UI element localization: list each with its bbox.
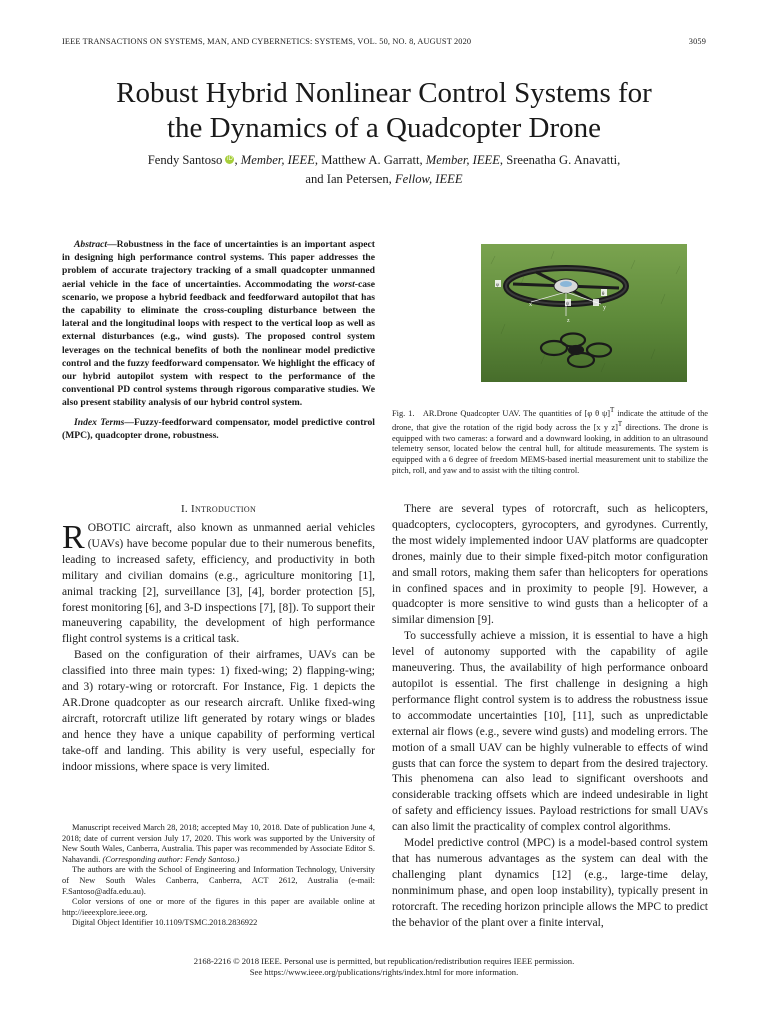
journal-running-title: IEEE TRANSACTIONS ON SYSTEMS, MAN, AND CYBERNETICS: SYSTEMS, VOL. 50, NO. 8, AUGUST 2020	[62, 37, 472, 46]
section-number: I.	[180, 503, 188, 515]
index-terms-label: Index Terms	[74, 416, 125, 428]
axis-label-z: z	[567, 318, 570, 324]
angle-phi-label: φ	[496, 283, 499, 288]
abstract	[62, 238, 375, 448]
abstract-text-1: —Robustness in the face of uncertainties is an important aspect in designing high performance control systems. This paper addresses the problem of accurate trajectory tracking of a small quadcopter unmanned aerial vehicle in the face of uncertainties. Accommodating the	[62, 239, 375, 290]
author-2-role: Member, IEEE	[425, 153, 500, 167]
footnote-manuscript-text: Manuscript received March 28, 2018; accepted May 10, 2018. Date of publication June 4, 2018; date of current version July 17, 2020. This work was supported by the University of New South Wales, Canberra, Australia. This paper was recommended by Associate Editor S. Nahavandi.	[62, 823, 375, 864]
author-2-name: Matthew A. Garratt	[321, 153, 420, 167]
title-line-1: Robust Hybrid Nonlinear Control Systems for	[116, 77, 652, 109]
angle-psi-label: ψ	[566, 302, 570, 307]
figure-1-image	[481, 244, 687, 382]
copyright-line-2: See https://www.ieee.org/publications/rights/index.html for more information.	[249, 967, 519, 977]
section-title: Introduction	[191, 503, 257, 515]
abstract-paragraph	[62, 238, 375, 410]
caption-superscript-1: T	[610, 406, 615, 414]
caption-part-b: indicate the attitude of the drone, that give the rotation of the rigid body across the [x y z]	[392, 408, 708, 433]
caption-part-a: AR.Drone Quadcopter UAV. The quantities of [φ θ ψ]	[422, 408, 611, 418]
abstract-label: Abstract	[74, 239, 108, 250]
intro-paragraph-2: Based on the configuration of their airframes, UAVs can be classified into three main types: 1) fixed-wing; 2) flapping-wing; and 3) rotary-wing or rotorcraft. For Instance, Fig. 1 depicts the AR.Drone quadcopter as our research aircraft. Unlike fixed-wing aircraft, rotorcraft utilize lift generated by rotary wings or blades and hence they have a unique capability of performing vertical take-off and landing. This ability is very useful, especially for indoor missions, where space is very limited.	[62, 649, 375, 773]
footnote-doi: Digital Object Identifier 10.1109/TSMC.2018.2836922	[72, 918, 258, 928]
footnote-corresponding: (Corresponding author: Fendy Santoso.)	[102, 854, 240, 864]
right-paragraph-2: To successfully achieve a mission, it is essential to have a high level of autonomy supported with the capability of agile maneuvering. Thus, the availability of high performance onboard autopilot is essential. The first challenge in designing a high performance flight control system is to address the robustness issue to accommodate uncertainties [10], [11], such as unpredictable external air flows (e.g., severe wind gusts) and modeling errors. The motion of a small UAV can be highly vulnerable to effects of wind gusts that can force the system to depart from the desired trajectory. This phenomena can also lead to significant overshoots and considerable tracking offsets which are indeed undesirable in light of safety and efficiency issues. Payload restrictions for small UAVs can also limit the practicality of complex control algorithms.	[392, 630, 708, 834]
author-3-name: Sreenatha G. Anavatti	[506, 153, 618, 167]
author-line-1: Fendy Santoso iD , Member, IEEE, Matthew A. Garratt, Member, IEEE, Sreenatha G. Anavatti,	[147, 153, 621, 167]
caption-superscript-2: T	[617, 420, 623, 429]
footnote-manuscript	[62, 823, 375, 865]
section-heading	[62, 503, 375, 515]
figure-1-caption	[392, 405, 708, 476]
footnote-affiliation: The authors are with the School of Engineering and Information Technology, University of New South Wales Canberra, Canberra, ACT 2612, Australia (e-mail: F.Santoso@adfa.edu.au).	[62, 865, 375, 896]
orcid-icon[interactable]: iD	[227, 156, 233, 162]
right-paragraph-1: There are several types of rotorcraft, such as helicopters, quadcopters, cyclocopters, gyrocopters, and gyrodynes. Currently, the most widely implemented indoor UAV platforms are quadcopter drones, mainly due to their simple fixed-pitch motor configuration and small rotors, making them safer than helicopters for operations in confined spaces and in proximity to people [9]. However, a quadcopter is more sensitive to wind gusts than a helicopter of a similar dimension [9].	[392, 503, 708, 627]
author-line-2: and Ian Petersen, Fellow, IEEE	[305, 172, 463, 186]
copyright-line-1: 2168-2216 © 2018 IEEE. Personal use is permitted, but republication/redistribution requires IEEE permission.	[193, 956, 575, 966]
index-terms-text: —Fuzzy-feedforward compensator, model predictive control (MPC), quadcopter drone, robustness.	[62, 416, 375, 441]
abstract-emphasis: worst	[333, 278, 355, 290]
footnote-color: Color versions of one or more of the figures in this paper are available online at http://ieeexplore.ieee.org.	[62, 897, 375, 917]
caption-text	[392, 405, 708, 476]
right-column-text	[392, 502, 708, 931]
intro-paragraph-1	[62, 521, 375, 648]
title-line-2: the Dynamics of a Quadcopter Drone	[166, 112, 602, 144]
running-head	[62, 37, 706, 46]
drone-photo	[481, 244, 687, 382]
copyright-notice	[62, 956, 706, 978]
angle-theta-label: θ	[602, 292, 605, 297]
drop-cap: R	[62, 519, 85, 556]
author-4-role: Fellow, IEEE	[394, 172, 463, 186]
author-1-role: Member, IEEE	[240, 153, 315, 167]
author-1-name: Fendy Santoso	[147, 153, 223, 167]
introduction-text	[62, 521, 375, 776]
caption-label: Fig. 1.	[392, 408, 415, 418]
axis-label-x: x	[529, 302, 532, 308]
author-list	[70, 151, 698, 189]
first-page-footnote	[62, 823, 375, 929]
author-4-name: and Ian Petersen	[305, 172, 389, 186]
abstract-text-2: -case scenario, we propose a hybrid feedback and feedforward autopilot that has the capability to eliminate the cross-coupling disturbance between the lateral and the longitudinal loops with respect to the vertical loop as well as external disturbances (e.g., wind gusts). The proposed control system leverages on the technical benefits of both the nonlinear model predictive control and the fuzzy feedforward compensator. We highlight the efficacy of our hybrid autopilot system with respect to the performance of the conventional PD control systems through rigorous comparative studies. We also present stability analysis of our hybrid control system.	[62, 278, 375, 409]
paper-title	[40, 76, 728, 146]
intro-lead-word: OBOTIC	[87, 522, 131, 534]
grass-background	[481, 244, 687, 382]
intro-paragraph-1-text: aircraft, also known as unmanned aerial vehicles (UAVs) have become popular due to their numerous benefits, leading to increased safety, efficiency, and productivity in both military and civilian domains (e.g., agriculture monitoring [1], animal tracking [2], surveillance [3], [4], border protection [5], forest monitoring [6], and 3-D inspections [7], [8]). To support their maneuvering capability, the development of high performance flight control systems is a critical task.	[62, 522, 375, 646]
axis-label-y: y	[603, 305, 606, 311]
page-number: 3059	[688, 37, 706, 46]
right-paragraph-3: Model predictive control (MPC) is a model-based control system that has numerous advantages as the system can deal with the challenging plant dynamics [12] (e.g., large-time delay, nonminimum phase, and open loop instability), typically present in rotorcraft. The receding horizon principle allows the MPC to predict the behavior of the plant over a finite interval,	[392, 837, 708, 929]
index-terms	[62, 416, 375, 442]
caption-part-c: directions. The drone is equipped with two cameras: a forward and a downward looking, in addition to an ultrasound telemetry sensor, located below the central hull, for altitude measurements. The system is equipped with a 6 degree of freedom MEMS-based inertial measurement unit to stabilize the pitch, roll, and yaw and to assist with the tilting control.	[392, 423, 708, 475]
